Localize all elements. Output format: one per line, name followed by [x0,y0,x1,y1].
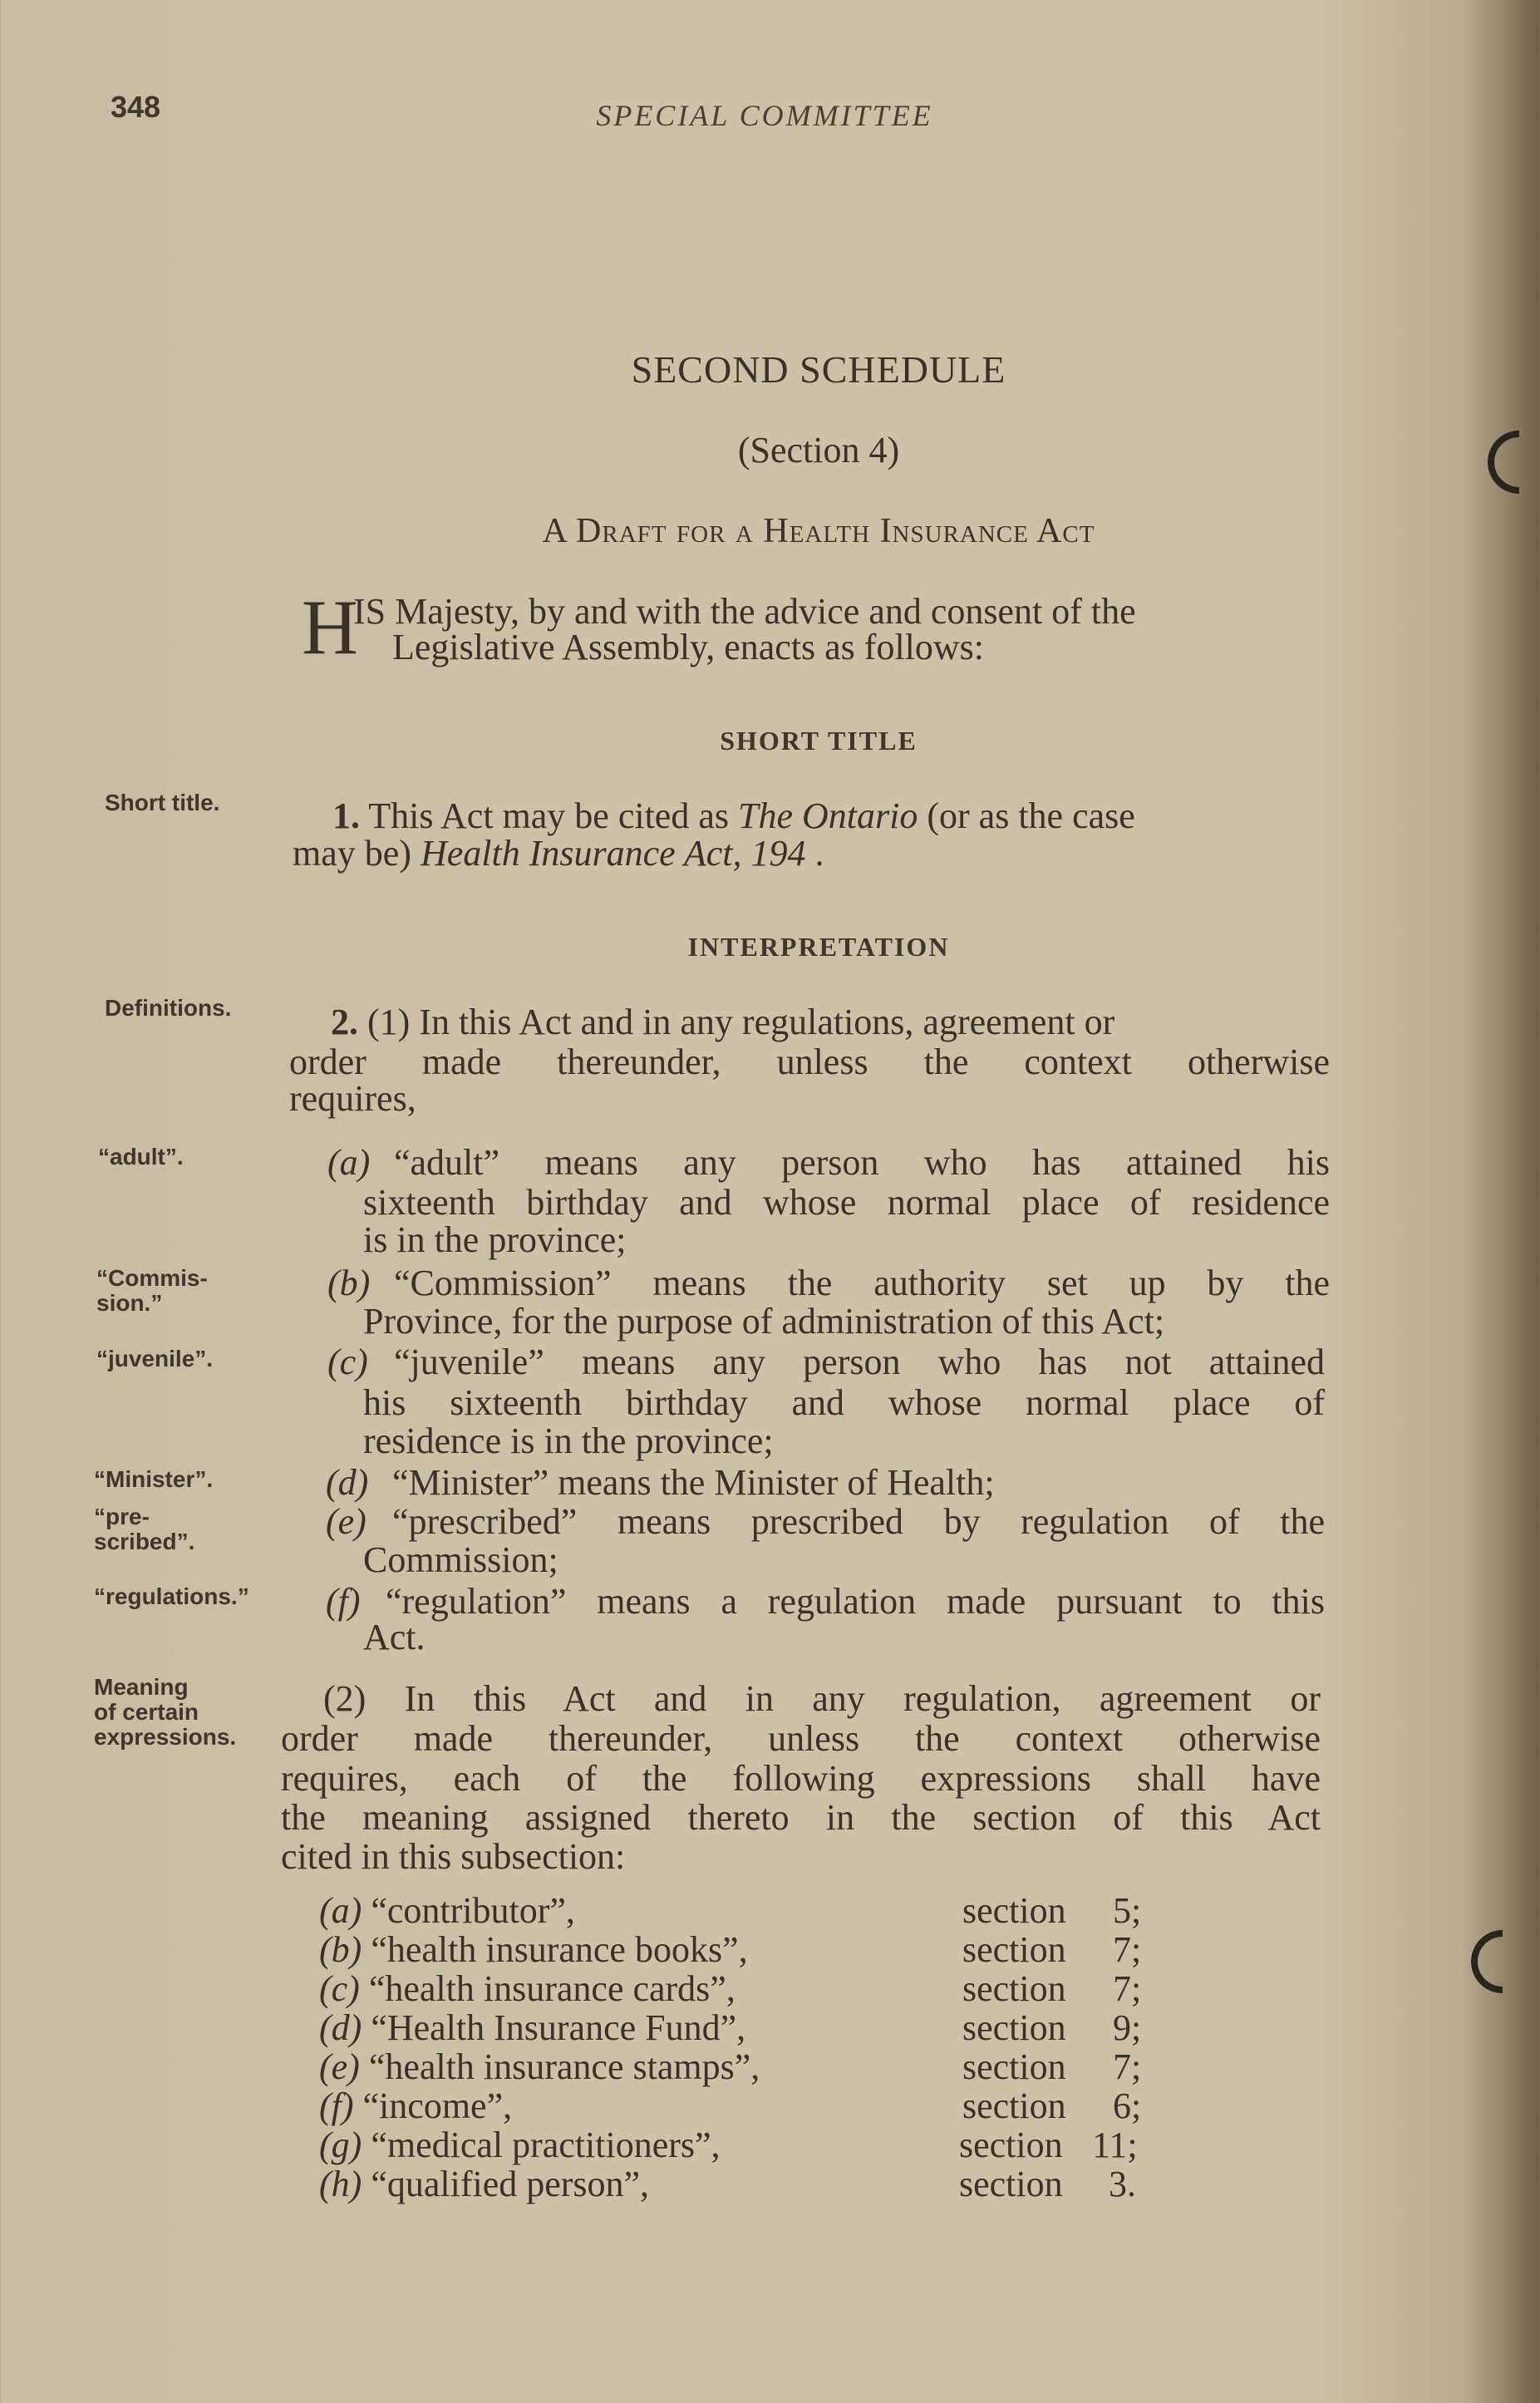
section-2-line-3: requires, [289,1078,416,1119]
expression-letter: (g) [319,2125,362,2165]
expression-row [319,2125,1150,2164]
expression-letter: (c) [319,1968,360,2009]
binding-ring-bottom [1471,1930,1503,1993]
definition-e-letter: (e) [326,1501,367,1542]
margin-prescribed-2: scribed”. [94,1529,195,1554]
expression-row [319,1930,1150,1969]
margin-prescribed-1: “pre- [94,1504,150,1529]
subsection-2-line-1: (2) In this Act and in any regulation, agreement or [323,1678,1321,1719]
expression-section: section [962,2046,1066,2087]
expression-section-number: 5; [1113,1890,1142,1931]
margin-meaning-3: expressions. [94,1724,237,1750]
subsection-2-line-2: order made thereunder, unless the context otherwise [281,1718,1321,1759]
definition-d-line-1: “Minister” means the Minister of Health; [392,1462,995,1503]
schedule-title: SECOND SCHEDULE [631,348,1006,391]
definition-e-line-1: “prescribed” means prescribed by regulation of the [392,1501,1325,1542]
subsection-2-line-4: the meaning assigned thereto in the section of this Act [281,1797,1321,1838]
margin-meaning-2: of certain [94,1699,199,1725]
interpretation-heading: INTERPRETATION [687,932,950,962]
expression-term: “health insurance cards”, [368,1968,736,2009]
expression-section: section [962,2007,1066,2048]
margin-commission-2: sion.” [96,1290,163,1316]
margin-commission-1: “Commis- [96,1265,208,1291]
expression-section-number: 7; [1113,1929,1142,1970]
definition-c-line-1: “juvenile” means any person who has not attained [394,1342,1325,1382]
section-1-text-e: Health Insurance Act, 194 [420,833,806,874]
subsection-2-line-5: cited in this subsection: [281,1836,626,1877]
expression-section: section [962,1968,1066,2009]
dropcap-letter: H [302,584,358,671]
margin-regulations: “regulations.” [94,1583,249,1609]
section-2-number: 2. [331,1002,358,1042]
expression-section: section [962,2085,1066,2126]
margin-meaning-1: Meaning [94,1674,189,1700]
definition-a-line-3: is in the province; [363,1219,627,1260]
margin-definitions: Definitions. [105,995,232,1021]
preamble-line-2: Legislative Assembly, enacts as follows: [392,627,985,667]
expressions-list [319,1891,1150,2204]
section-1-text-b: The Ontario [738,795,918,836]
expression-row [319,2008,1150,2047]
expression-section: section [962,1929,1066,1970]
subsection-2-line-3: requires, each of the following expressions shall have [281,1758,1321,1799]
definition-a-line-1: “adult” means any person who has attained his [394,1142,1330,1183]
expression-row [319,2164,1150,2204]
short-title-heading: SHORT TITLE [720,726,918,756]
expression-section-number: 9; [1113,2007,1142,2048]
expression-row [319,2086,1150,2125]
definition-f-line-2: Act. [363,1617,426,1657]
expression-term: “health insurance stamps”, [368,2046,760,2087]
section-2-line-2: order made thereunder, unless the context otherwise [289,1041,1330,1082]
expression-row [319,2047,1150,2086]
definition-d-letter: (d) [326,1462,369,1503]
section-1-line-2 [293,834,824,874]
section-1-text-c: (or as the case [927,795,1135,836]
expression-section-number: 7; [1113,1968,1142,2009]
section-2-text: (1) In this Act and in any regulations, agreement or [367,1002,1115,1042]
definition-c-line-3: residence is in the province; [363,1421,774,1461]
definition-a-line-2: sixteenth birthday and whose normal place of residence [363,1182,1330,1223]
margin-short-title: Short title. [105,790,220,815]
expression-term: “Health Insurance Fund”, [371,2007,746,2048]
section-1-text-d: may be) [293,833,411,874]
definition-e-line-2: Commission; [363,1539,558,1580]
section-1-text-a: This Act may be cited as [368,795,729,836]
expression-term: “qualified person”, [371,2164,650,2204]
definition-b-line-1: “Commission” means the authority set up by the [394,1263,1330,1303]
expression-section: section [959,2164,1063,2204]
definition-a-letter: (a) [327,1142,371,1183]
expression-term: “medical practitioners”, [371,2125,721,2165]
act-title: A Draft for a Health Insurance Act [542,512,1095,550]
expression-letter: (d) [319,2007,362,2048]
expression-section-number: 3. [1109,2164,1136,2204]
definition-f-letter: (f) [326,1581,361,1622]
expression-row [319,1969,1150,2008]
expression-section: section [962,1890,1066,1931]
definition-b-letter: (b) [327,1263,371,1303]
margin-adult: “adult”. [98,1144,184,1169]
expression-letter: (e) [319,2046,360,2087]
preamble-line-1: IS Majesty, by and with the advice and consent of the [353,591,1136,632]
expression-letter: (a) [319,1890,362,1931]
page-number: 348 [111,90,161,124]
expression-term: “contributor”, [371,1890,575,1931]
margin-juvenile: “juvenile”. [96,1346,214,1371]
expression-section-number: 6; [1113,2085,1142,2126]
expression-letter: (h) [319,2164,362,2204]
section-1-text-f: . [814,833,824,874]
section-1-line-1 [332,796,1330,836]
definition-c-letter: (c) [327,1342,368,1382]
schedule-section: (Section 4) [737,430,900,470]
section-1-number: 1. [332,795,360,836]
running-title: SPECIAL COMMITTEE [596,99,933,132]
expression-row [319,1891,1150,1930]
expression-letter: (f) [319,2085,354,2126]
expression-term: “health insurance books”, [371,1929,748,1970]
expression-letter: (b) [319,1929,362,1970]
definition-c-line-2: his sixteenth birthday and whose normal place of [363,1382,1325,1423]
definition-b-line-2: Province, for the purpose of administration of this Act; [363,1301,1165,1342]
expression-section-number: 7; [1113,2046,1142,2087]
section-2-line-1 [331,1002,1330,1042]
expression-section: section [959,2125,1063,2165]
expression-term: “income”, [362,2085,513,2126]
expression-section-number: 11; [1092,2125,1138,2165]
definition-f-line-1: “regulation” means a regulation made pursuant to this [386,1581,1325,1622]
margin-minister: “Minister”. [94,1466,214,1492]
